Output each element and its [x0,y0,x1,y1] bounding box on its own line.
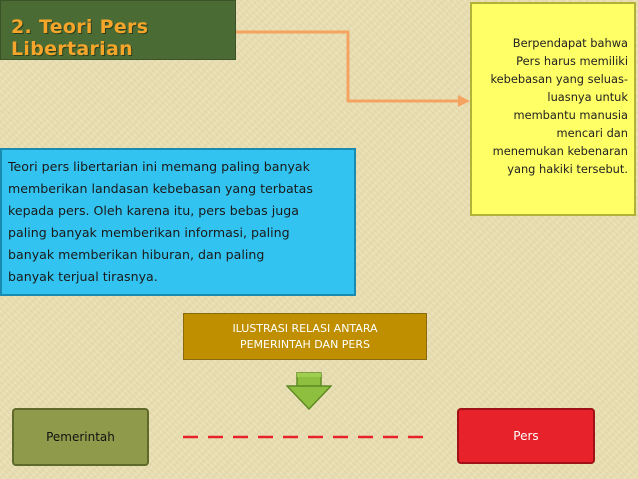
pers-box [457,408,595,464]
quote-box [470,2,636,216]
pers-label: Pers [513,429,539,443]
illustration-line: ILUSTRASI RELASI ANTARA [232,321,378,335]
theory-line: memberikan landasan kebebasan yang terbatas [8,181,313,196]
relation-dashed-line [183,429,431,447]
page-title: 2. Teori Pers Libertarian [11,16,149,60]
illustration-line: PEMERINTAH DAN PERS [239,337,371,351]
title-banner [0,0,236,60]
quote-line: Berpendapat bahwa [512,36,628,50]
theory-line: kepada pers. Oleh karena itu, pers bebas juga [8,203,299,218]
quote-line: membantu manusia [513,108,628,122]
quote-line: menemukan kebenaran [492,144,628,158]
pemerintah-label: Pemerintah [46,430,115,444]
quote-line: yang hakiki tersebut. [507,162,628,176]
quote-line: mencari dan [556,126,628,140]
theory-box [0,148,356,296]
pemerintah-box [12,408,149,466]
theory-line: Teori pers libertarian ini memang paling banyak [8,159,310,174]
quote-line: kebebasan yang seluas- [490,72,628,86]
theory-line: paling banyak memberikan informasi, paling [8,225,290,240]
theory-line: banyak terjual tirasnya. [8,269,158,284]
down-arrow-icon [286,372,332,410]
theory-line: banyak memberikan hiburan, dan paling [8,247,265,262]
quote-line: luasnya untuk [547,90,628,104]
quote-line: Pers harus memiliki [516,54,628,68]
illustration-label [183,313,427,360]
